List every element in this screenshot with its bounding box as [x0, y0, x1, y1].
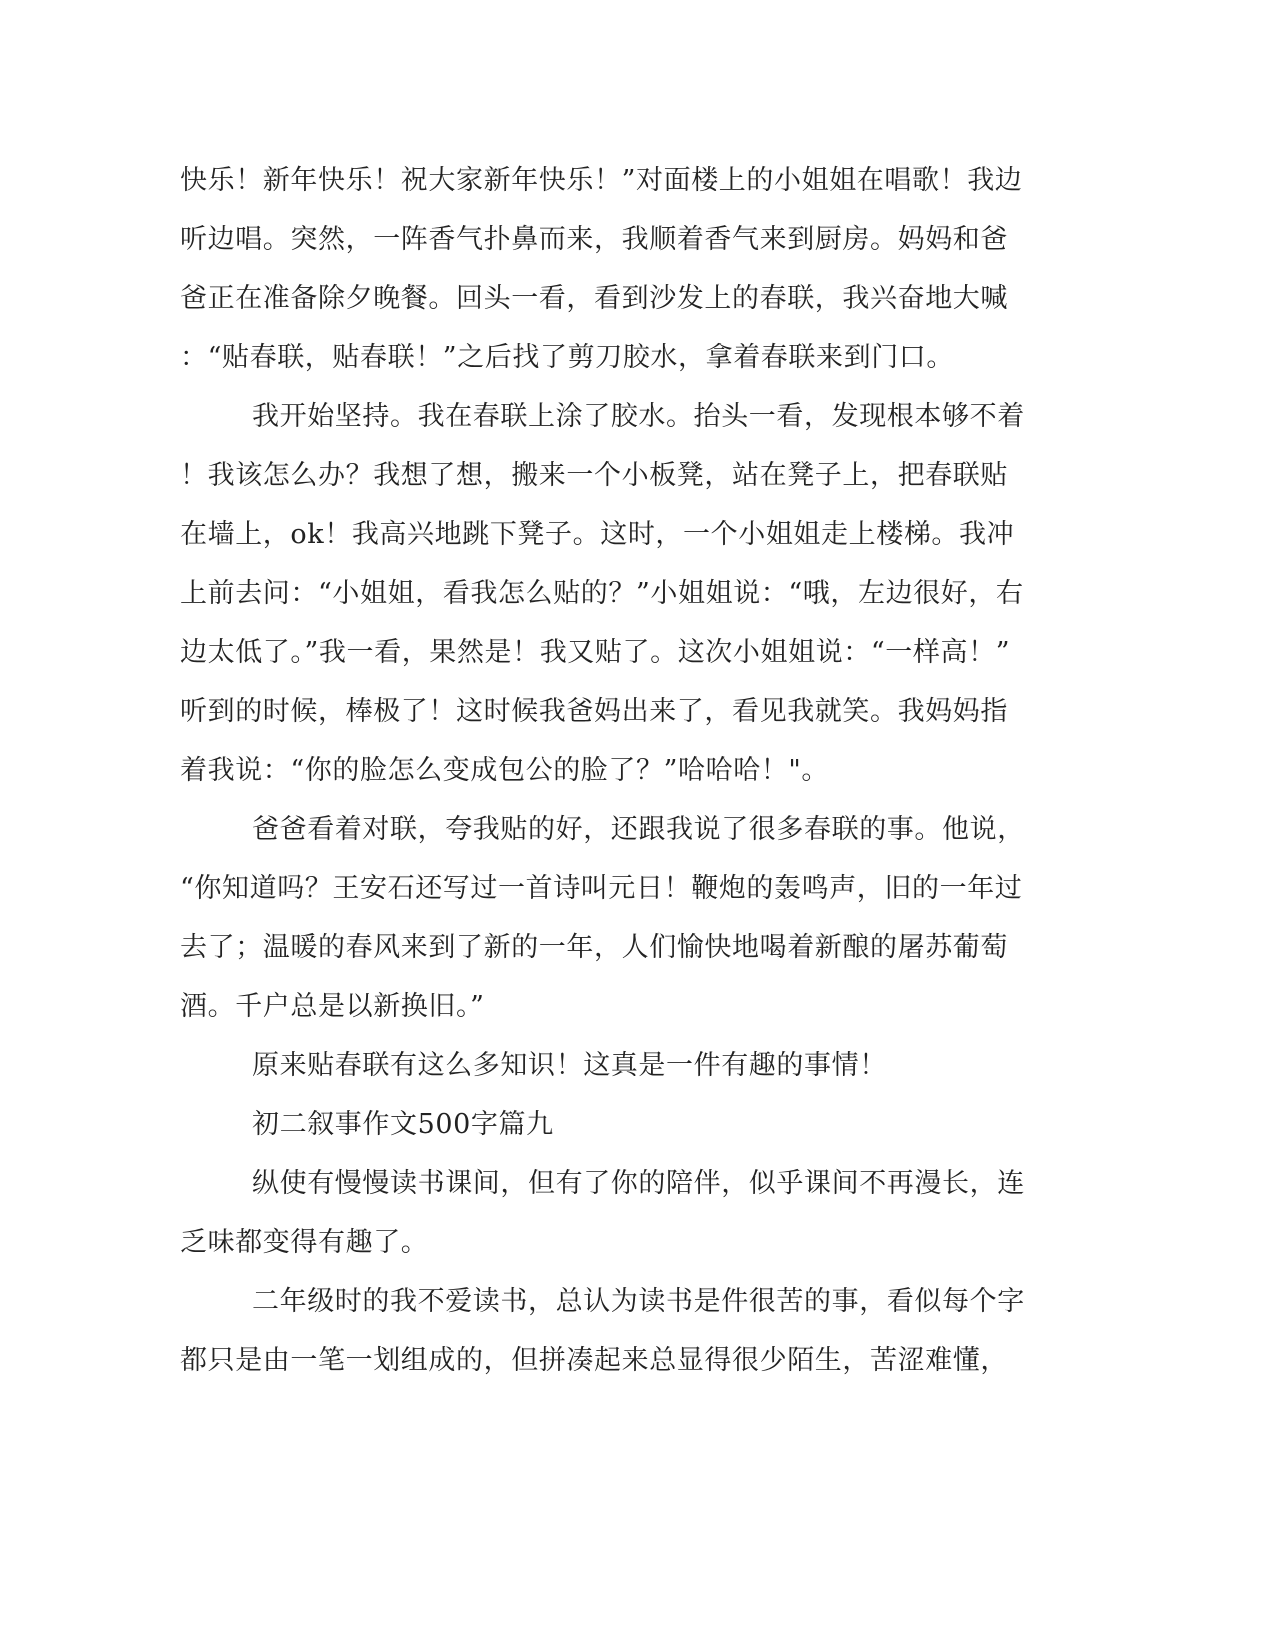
text-line: 都只是由一笔一划组成的，但拼凑起来总显得很少陌生，苦涩难懂，	[180, 1345, 1008, 1376]
text-line: 听到的时候，棒极了！这时候我爸妈出来了，看见我就笑。我妈妈指	[180, 696, 1008, 727]
text-line: 爸正在准备除夕晚餐。回头一看，看到沙发上的春联，我兴奋地大喊	[180, 283, 1008, 314]
text-line: ！我该怎么办？我想了想，搬来一个小板凳，站在凳子上，把春联贴	[180, 460, 1008, 491]
text-line: “你知道吗？王安石还写过一首诗叫元日！鞭炮的轰鸣声，旧的一年过	[180, 873, 1023, 904]
text-line: 边太低了。”我一看，果然是！我又贴了。这次小姐姐说：“一样高！”	[180, 637, 1011, 668]
text-line: 快乐！新年快乐！祝大家新年快乐！”对面楼上的小姐姐在唱歌！我边	[180, 165, 1023, 196]
paragraph-first-line: 原来贴春联有这么多知识！这真是一件有趣的事情！	[252, 1050, 887, 1081]
paragraph-first-line: 二年级时的我不爱读书，总认为读书是件很苦的事，看似每个字	[252, 1286, 1025, 1317]
section-heading: 初二叙事作文500字篇九	[252, 1109, 554, 1140]
paragraph-first-line: 纵使有慢慢读书课间，但有了你的陪伴，似乎课间不再漫长，连	[252, 1168, 1025, 1199]
text-line: ：“贴春联，贴春联！”之后找了剪刀胶水，拿着春联来到门口。	[180, 342, 955, 373]
text-line: 听边唱。突然，一阵香气扑鼻而来，我顺着香气来到厨房。妈妈和爸	[180, 224, 1008, 255]
text-line: 乏味都变得有趣了。	[180, 1227, 429, 1258]
text-line: 去了；温暖的春风来到了新的一年，人们愉快地喝着新酿的屠苏葡萄	[180, 932, 1008, 963]
text-line: 酒。千户总是以新换旧。”	[180, 991, 485, 1022]
text-line: 上前去问：“小姐姐，看我怎么贴的？”小姐姐说：“哦，左边很好，右	[180, 578, 1024, 609]
text-line: 在墙上，ok！我高兴地跳下凳子。这时，一个小姐姐走上楼梯。我冲	[180, 519, 1015, 550]
paragraph-first-line: 我开始坚持。我在春联上涂了胶水。抬头一看，发现根本够不着	[252, 401, 1025, 432]
text-line: 着我说：“你的脸怎么变成包公的脸了？”哈哈哈！"。	[180, 755, 830, 786]
paragraph-first-line: 爸爸看着对联，夸我贴的好，还跟我说了很多春联的事。他说，	[252, 814, 1025, 845]
